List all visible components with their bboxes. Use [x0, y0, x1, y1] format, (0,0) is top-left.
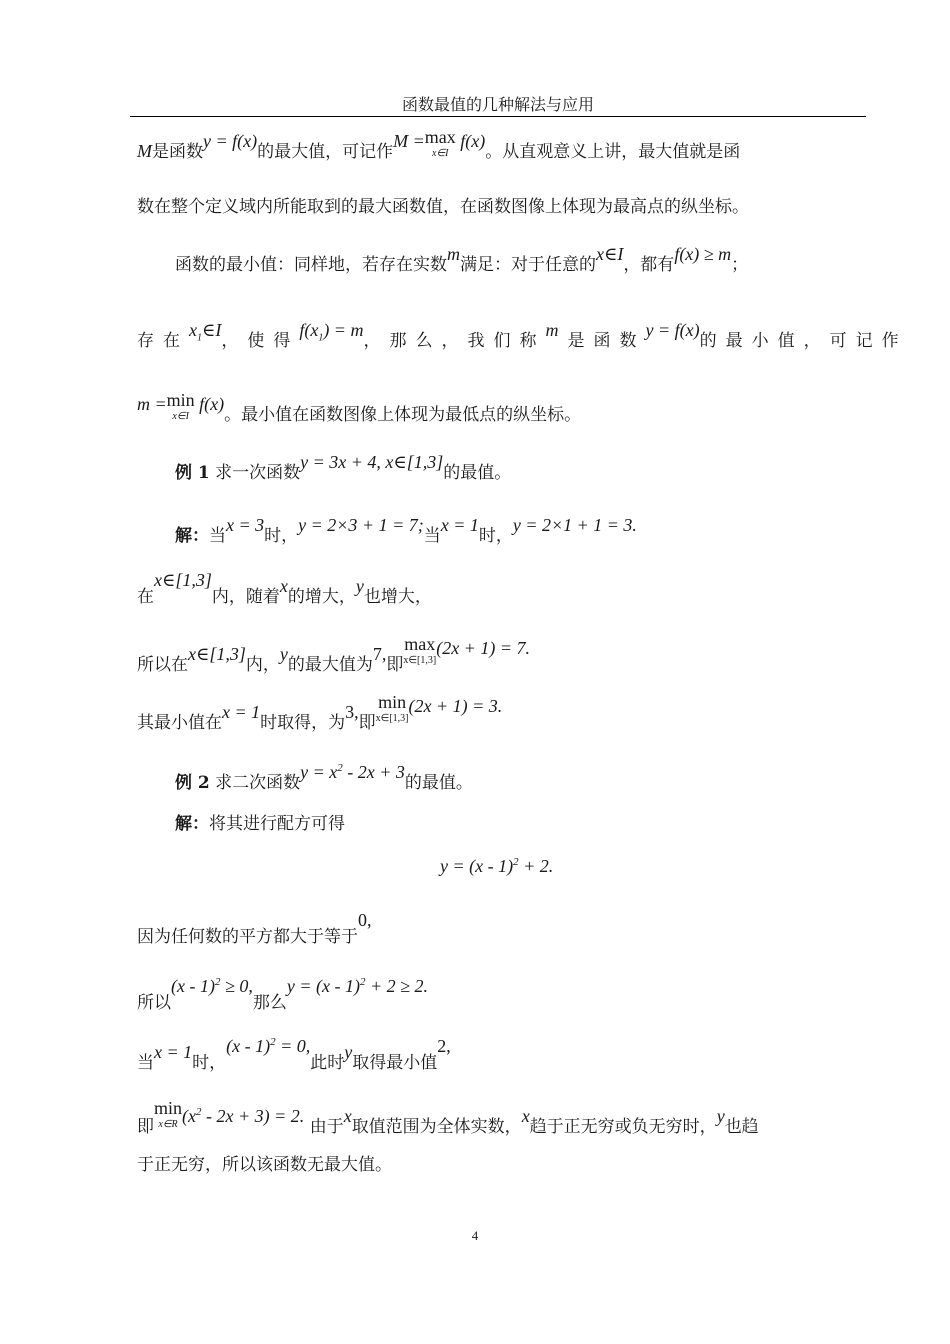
math: m — [447, 244, 460, 264]
text: 取得最小值 — [352, 1053, 438, 1073]
math: 7, — [372, 644, 387, 664]
math: (x - 1) — [171, 976, 215, 996]
text: 求一次函数 — [215, 463, 301, 483]
page-number: 4 — [471, 1228, 479, 1243]
math: x — [189, 320, 197, 340]
math: M — [137, 141, 152, 161]
math: = 0, — [275, 1036, 311, 1056]
math: - 2x + 3) = 2. — [201, 1106, 305, 1126]
text: 也趋 — [724, 1117, 759, 1137]
text: 即 — [137, 1117, 154, 1137]
text: 趋于正无穷或负无穷时， — [529, 1117, 717, 1137]
math: f(x) — [199, 394, 225, 414]
text: ，使得 — [221, 331, 300, 351]
math: y = 2×3 + 1 = 7; — [298, 515, 424, 535]
text: 的最小值，可记作 — [699, 331, 908, 351]
math: x∈I — [432, 148, 449, 159]
header-title: 函数最值的几种解法与应用 — [401, 95, 594, 114]
text: ，都有 — [623, 255, 675, 275]
paragraph-line — [175, 244, 749, 277]
math: y = f(x) — [203, 131, 258, 151]
math: 3, — [345, 702, 359, 722]
paragraph-line — [137, 570, 432, 609]
math: 2 — [214, 976, 221, 988]
text: 时， — [264, 526, 299, 546]
math: max — [424, 127, 456, 147]
text: 时取得，为 — [260, 713, 346, 733]
text: ，那么，我们称 — [363, 331, 546, 351]
math: x — [279, 576, 288, 596]
text: 的最大值，可记作 — [257, 142, 394, 162]
paragraph-line — [137, 195, 749, 219]
math: y — [355, 576, 364, 596]
text: 将其进行配方可得 — [209, 814, 345, 834]
math: y = (x - 1) — [286, 976, 360, 996]
math: 2 — [196, 1106, 202, 1118]
paragraph-line — [175, 452, 512, 485]
math: f(x — [299, 320, 319, 340]
math: (2x + 1) = 3. — [408, 696, 503, 716]
text: 时， — [192, 1053, 227, 1073]
text: 求二次函数 — [215, 773, 301, 793]
math: y — [716, 1106, 725, 1126]
paragraph-line — [175, 812, 345, 836]
math: x = 1 — [222, 702, 261, 722]
math: x∈I — [596, 244, 624, 264]
text: 的增大， — [287, 587, 356, 607]
math: y — [279, 644, 288, 664]
math: y — [344, 1042, 353, 1062]
math: 2, — [437, 1036, 451, 1056]
math: x∈[1,3] — [375, 713, 409, 724]
math: m — [545, 320, 568, 340]
text: 即 — [358, 713, 376, 733]
text: 内， — [245, 655, 280, 675]
text: 也增大， — [363, 587, 432, 607]
paragraph-line — [137, 692, 503, 743]
text: 其最小值在 — [137, 713, 222, 733]
min-operator — [376, 694, 409, 727]
math: y = (x - 1) — [440, 856, 514, 876]
paragraph-line — [137, 1153, 392, 1177]
math: min — [166, 390, 195, 410]
math: - 2x + 3 — [342, 762, 405, 782]
text: 由于 — [309, 1117, 344, 1137]
math: min — [378, 692, 407, 712]
math: + 2. — [518, 856, 554, 876]
math: min — [154, 1098, 183, 1118]
paragraph-line — [137, 127, 741, 172]
example-label: 例 1 — [175, 463, 210, 483]
text: 的最值。 — [404, 773, 473, 793]
paragraph-line — [137, 1098, 759, 1143]
math: (x - 1) — [226, 1036, 271, 1056]
math: x∈[1,3] — [154, 570, 212, 590]
math: ) = m — [323, 320, 364, 340]
paragraph-line — [175, 762, 473, 795]
text: 是函数 — [152, 142, 203, 162]
text: 。最小值在函数图像上体现为最低点的纵坐标。 — [224, 405, 582, 425]
max-operator — [425, 129, 456, 162]
text: 所以 — [137, 993, 171, 1013]
text: ； — [731, 255, 749, 275]
math: x∈[1,3] — [403, 655, 437, 666]
math: (2x + 1) = 7. — [436, 638, 530, 658]
math: x = 3 — [226, 515, 265, 535]
paragraph-line — [137, 1036, 451, 1075]
text: 当 — [137, 1053, 154, 1073]
min-operator — [167, 392, 195, 425]
math: y = 3x + 4, x∈[1,3] — [300, 452, 444, 472]
text: 内，随着 — [211, 587, 280, 607]
text: 所以在 — [137, 655, 188, 675]
text: 即 — [386, 655, 404, 675]
math: 1 — [197, 332, 202, 344]
paragraph-line — [175, 515, 637, 548]
text: 当 — [209, 526, 226, 546]
text: 取值范围为全体实数， — [351, 1117, 522, 1137]
text: 于正无穷，所以该函数无最大值。 — [137, 1155, 392, 1175]
math: x∈I — [172, 411, 189, 422]
text: 那么 — [252, 993, 287, 1013]
solution-label: 解： — [175, 526, 209, 546]
math: 2 — [270, 1036, 276, 1048]
text: 时， — [478, 526, 513, 546]
math: x∈[1,3] — [188, 644, 246, 664]
math: 2 — [337, 762, 343, 774]
math: 2 — [359, 976, 366, 988]
max-operator — [403, 636, 436, 669]
paragraph-line — [137, 320, 908, 361]
paragraph-line — [137, 976, 429, 1015]
math: x — [521, 1106, 530, 1126]
math: f(x) — [460, 131, 486, 151]
text: 存在 — [137, 331, 189, 351]
math: x∈R — [158, 1119, 178, 1130]
math: x = 1 — [154, 1042, 193, 1062]
example-label: 例 2 — [175, 773, 210, 793]
text: 当 — [423, 526, 441, 546]
display-equation — [440, 850, 553, 879]
math: m = — [137, 394, 167, 414]
math: ≥ 0, — [220, 976, 253, 996]
math: y = 2×1 + 1 = 3. — [512, 515, 637, 535]
math: ∈I — [202, 320, 222, 340]
text: 函数的最小值：同样地，若存在实数 — [175, 255, 447, 275]
text: 在 — [137, 587, 154, 607]
text: 因为任何数的平方都大于等于 — [137, 927, 358, 947]
solution-label: 解： — [175, 814, 209, 834]
text: 。从直观意义上讲，最大值就是函 — [485, 142, 741, 162]
text: 数在整个定义域内所能取到的最大函数值，在函数图像上体现为最高点的纵坐标。 — [137, 197, 749, 217]
math: 2 — [513, 856, 519, 868]
math: f(x) ≥ m — [674, 244, 732, 264]
page-header — [130, 92, 866, 117]
min-operator — [154, 1100, 182, 1133]
paragraph-line — [137, 910, 372, 949]
math: y = x — [300, 762, 338, 782]
text: 是函数 — [567, 331, 646, 351]
math: (x — [182, 1106, 196, 1126]
paragraph-line — [137, 390, 582, 435]
math: M = — [393, 131, 425, 151]
text: 满足：对于任意的 — [460, 255, 596, 275]
math: 0, — [358, 910, 372, 930]
text: 的最值。 — [443, 463, 512, 483]
paragraph-line — [137, 634, 530, 685]
math: x — [343, 1106, 352, 1126]
math: y = f(x) — [645, 320, 700, 340]
math: + 2 ≥ 2. — [365, 976, 429, 996]
text: 此时 — [310, 1053, 345, 1073]
math: 1 — [318, 332, 324, 344]
math: max — [404, 634, 436, 654]
math: x = 1 — [440, 515, 479, 535]
text: 的最大值为 — [287, 655, 373, 675]
